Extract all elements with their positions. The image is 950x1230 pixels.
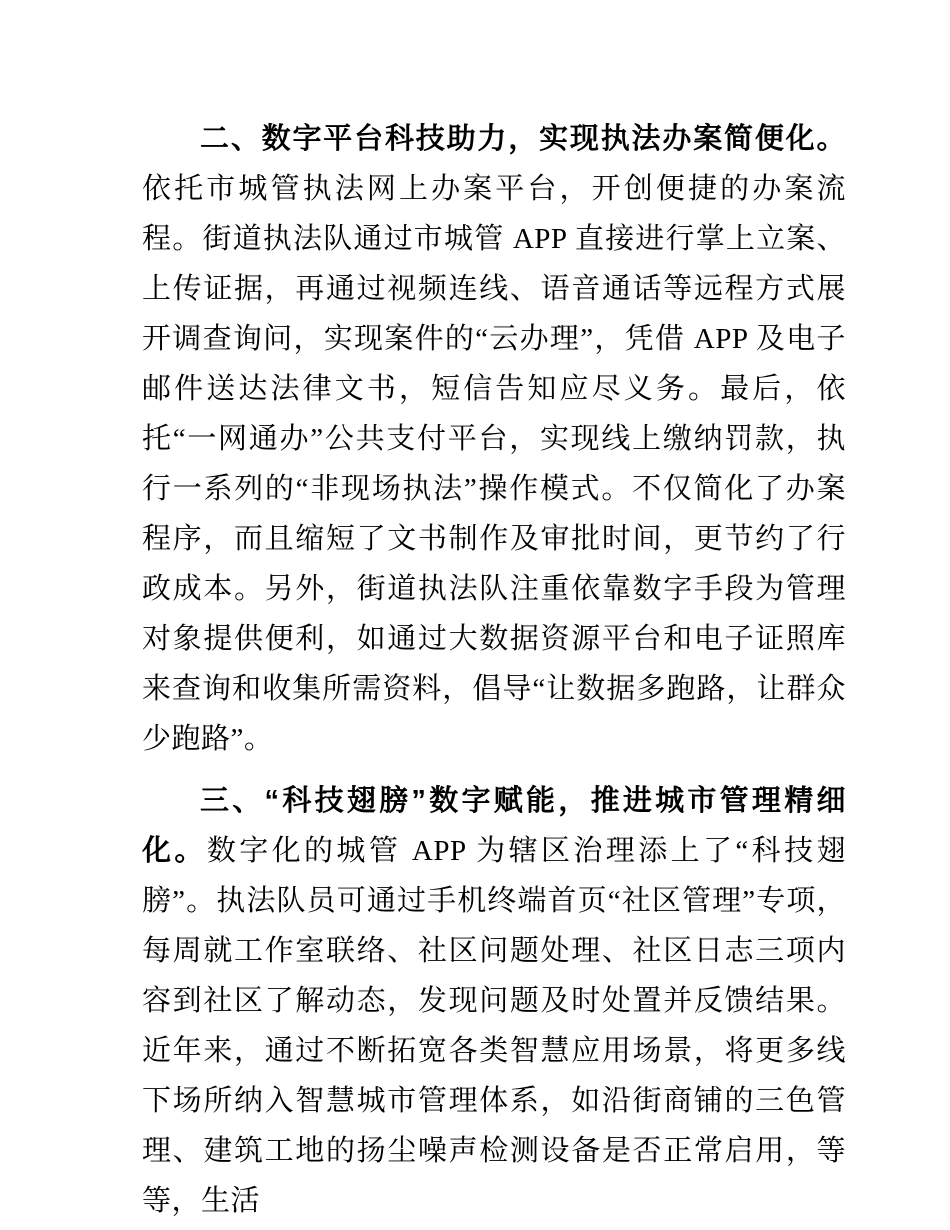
paragraph-section-3-heading: 三、“科技翅膀”数字赋能，推进城市管理精细化。	[142, 785, 846, 867]
paragraph-section-2-body: 依托市城管执法网上办案平台，开创便捷的办案流程。街道执法队通过市城管 APP 直接进行掌上立案、上传证据，再通过视频连线、语音通话等远程方式展开调查询问，实现案件的“云办理”，凭借 APP 及电子邮件送达法律文书，短信告知应尽义务。最后，依托“一网通办”公共支付平台，实现线上缴纳罚款，执行一系列的“非现场执法”操作模式。不仅简化了办案程序，而且缩短了文书制作及审批时间，更节约了行政成本。另外，街道执法队注重依靠数字手段为管理对象提供便利，如通过大数据资源平台和电子证照库来查询和收集所需资料，倡导“让数据多跑路，让群众少跑路”。	[142, 173, 846, 755]
paragraph-section-3-body: 数字化的城管 APP 为辖区治理添上了“科技翅膀”。执法队员可通过手机终端首页“社区管理”专项，每周就工作室联络、社区问题处理、社区日志三项内容到社区了解动态，发现问题及时处置并反馈结果。近年来，通过不断拓宽各类智慧应用场景，将更多线下场所纳入智慧城市管理体系，如沿街商铺的三色管理、建筑工地的扬尘噪声检测设备是否正常启用，等等，生活	[142, 835, 846, 1217]
paragraph-section-2	[142, 114, 846, 764]
paragraph-section-2-heading: 二、数字平台科技助力，实现执法办案简便化。	[200, 123, 846, 155]
paragraph-section-3	[142, 776, 846, 1226]
